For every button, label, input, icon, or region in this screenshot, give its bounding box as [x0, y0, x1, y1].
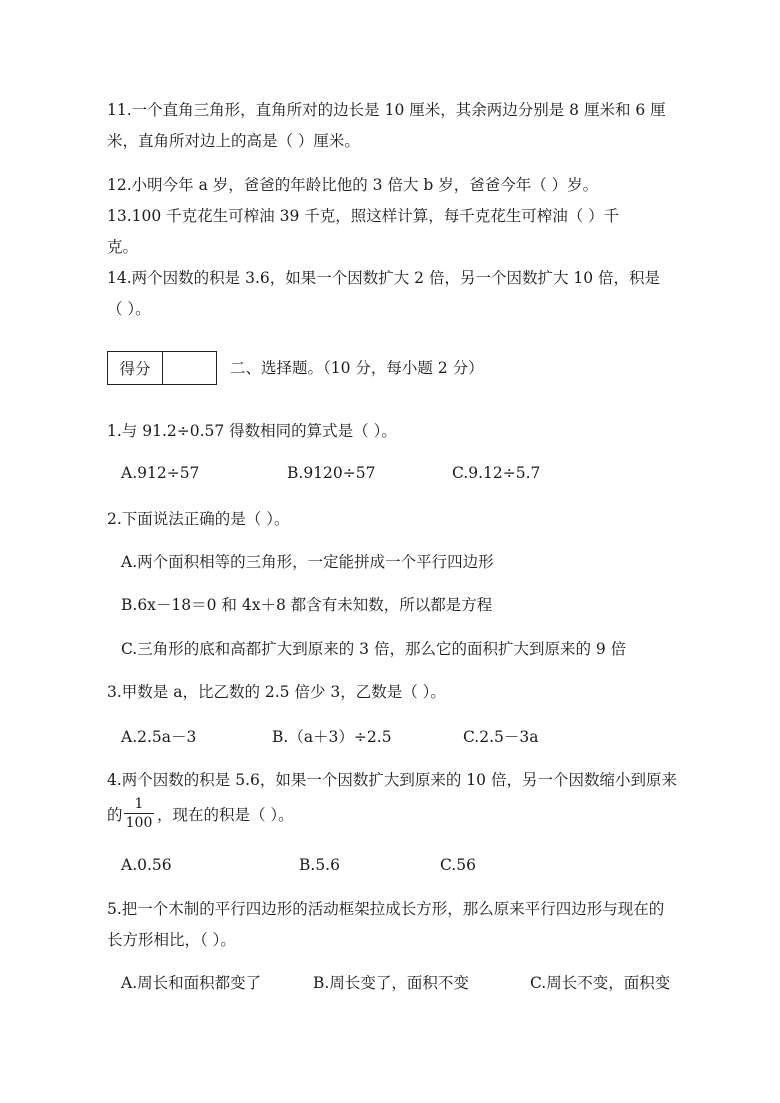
choice-question-2-option-b: B.6x－18＝0 和 4x＋8 都含有未知数，所以都是方程 — [121, 596, 493, 614]
choice-question-2-option-a: A.两个面积相等的三角形，一定能拼成一个平行四边形 — [121, 553, 494, 571]
choice-question-2-stem: 2.下面说法正确的是（ ）。 — [107, 510, 290, 528]
choice-question-3-option-b: B.（a＋3）÷2.5 — [272, 728, 392, 746]
choice-question-5-stem-line-1: 5.把一个木制的平行四边形的活动框架拉成长方形，那么原来平行四边形与现在的 — [107, 900, 665, 918]
choice-question-4-stem-line-1: 4.两个因数的积是 5.6，如果一个因数扩大到原来的 10 倍，另一个因数缩小到原来 — [107, 771, 677, 789]
fraction-numerator: 1 — [134, 796, 144, 812]
question-13-line-2: 克。 — [107, 238, 139, 256]
choice-question-5-option-b: B.周长变了，面积不变 — [313, 974, 469, 992]
choice-question-4-option-c: C.56 — [440, 856, 476, 874]
choice-question-4-option-a: A.0.56 — [121, 856, 172, 874]
score-box — [107, 351, 217, 385]
choice-question-3-option-a: A.2.5a－3 — [121, 728, 197, 746]
section-2-title: 二、选择题。（10 分，每小题 2 分） — [230, 359, 484, 377]
question-11-line-2: 米，直角所对边上的高是（ ）厘米。 — [107, 132, 360, 150]
choice-question-4-stem-suffix: ，现在的积是（ ）。 — [157, 806, 294, 824]
choice-question-5-option-a: A.周长和面积都变了 — [121, 974, 262, 992]
question-13-line-1: 13.100 千克花生可榨油 39 千克，照这样计算，每千克花生可榨油（ ）千 — [107, 207, 620, 225]
question-14-line-1: 14.两个因数的积是 3.6，如果一个因数扩大 2 倍，另一个因数扩大 10 倍，积是 — [107, 269, 661, 287]
choice-question-2-option-c: C.三角形的底和高都扩大到原来的 3 倍，那么它的面积扩大到原来的 9 倍 — [121, 640, 627, 658]
choice-question-5-option-c: C.周长不变，面积变 — [530, 974, 671, 992]
score-blank-cell — [163, 352, 216, 384]
fraction-denominator: 100 — [125, 815, 153, 831]
question-12: 12.小明今年 a 岁，爸爸的年龄比他的 3 倍大 b 岁，爸爸今年（ ）岁。 — [107, 176, 599, 194]
choice-question-1-stem: 1.与 91.2÷0.57 得数相同的算式是（ ）。 — [107, 422, 397, 440]
choice-question-1-option-c: C.9.12÷5.7 — [452, 464, 541, 482]
choice-question-1-option-a: A.912÷57 — [121, 464, 200, 482]
choice-question-1-option-b: B.9120÷57 — [287, 464, 376, 482]
question-11-line-1: 11.一个直角三角形，直角所对的边长是 10 厘米，其余两边分别是 8 厘米和 6 厘 — [107, 101, 666, 119]
choice-question-4-option-b: B.5.6 — [299, 856, 340, 874]
score-label: 得分 — [108, 352, 163, 384]
question-14-line-2: （ ）。 — [107, 300, 151, 318]
choice-question-5-stem-line-2: 长方形相比，（ ）。 — [107, 931, 236, 949]
choice-question-3-stem: 3.甲数是 a，比乙数的 2.5 倍少 3，乙数是（ ）。 — [107, 683, 446, 701]
fraction-one-hundredth — [124, 796, 154, 831]
fraction-bar — [124, 813, 154, 814]
choice-question-3-option-c: C.2.5－3a — [463, 728, 539, 746]
choice-question-4-stem-prefix: 的 — [107, 806, 123, 824]
